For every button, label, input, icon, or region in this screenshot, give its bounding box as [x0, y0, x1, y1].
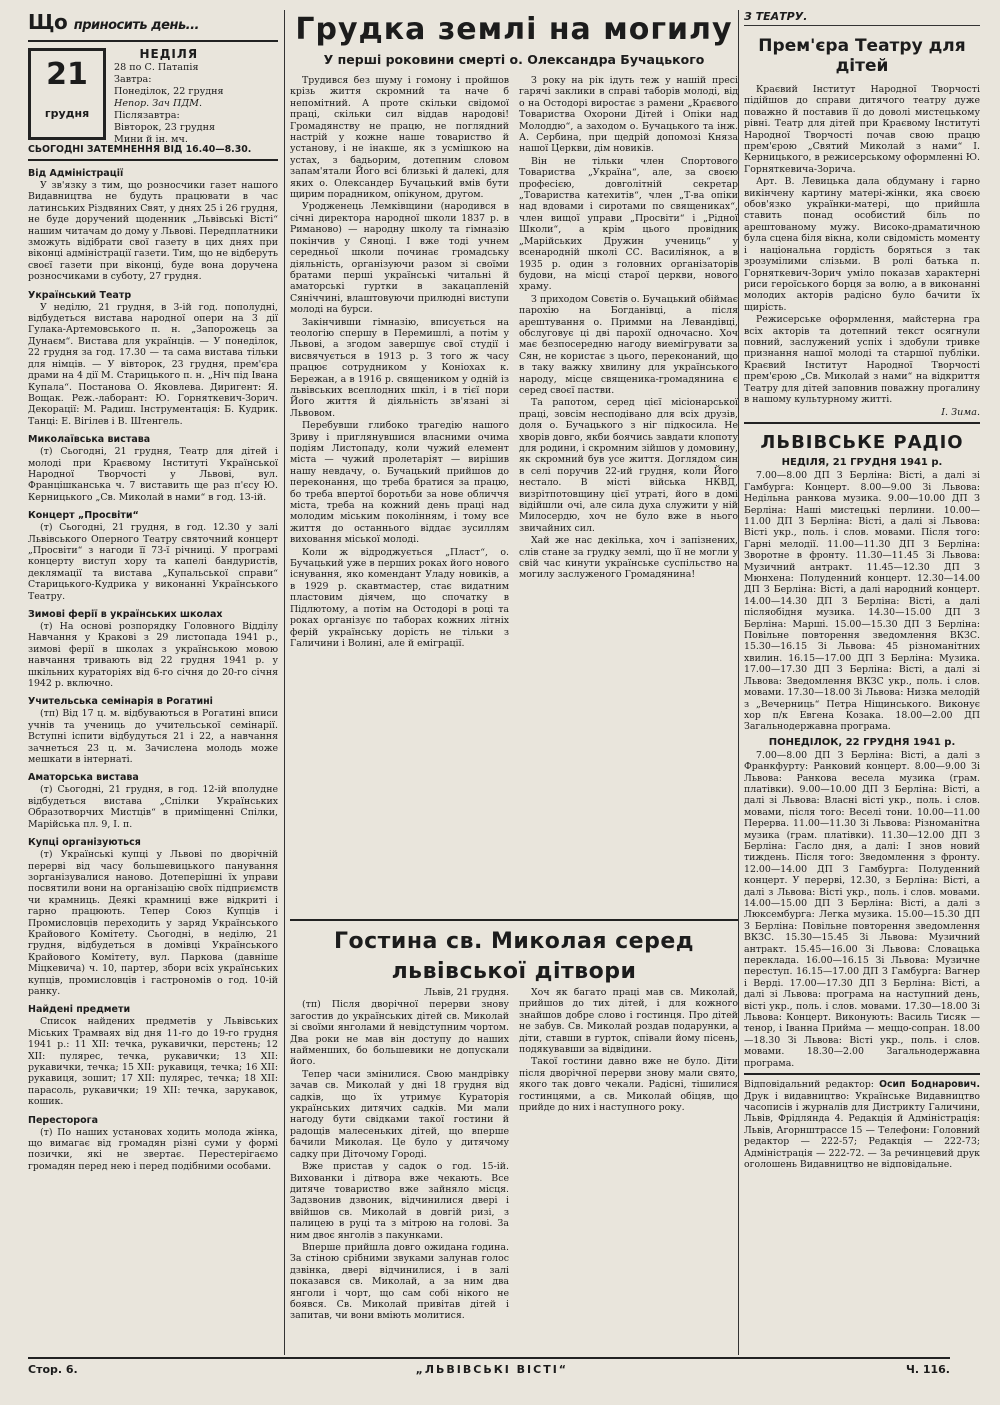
issue-number: Ч. 116.	[905, 1363, 950, 1376]
day-info-line: Завтра:	[114, 74, 152, 85]
day-info-line: Непор. Зач ПДМ.	[114, 98, 202, 109]
article-paragraph: Арт. В. Левицька дала обдуману і гарно викінчену картину матері-жінки, яка своєю обов'язко українки-матері, що прийшла ставить понад особистий біль по арештованому мужу. Високо-драматичною була сцена біля вікна, коли свідомість моменту і національна гордість боряться з так зрозумілими слізьми. В ролі батька п. Горняткевич-Зорич уміло показав характерні риси героїського борця за волю, а в виконанні молодих акторів радісно було бачити їх щирість.	[744, 176, 980, 313]
article-paragraph: Режисерське оформлення, майстерна гра всіх акторів та дотепний текст осягнули повний, заслужений успіх і здобули тривке признання нашої молоді та старшої публіки. Краєвий Інститут Народної Творчості прем'єрою „Св. Миколай з нами“ на відкриття Театру для дітей заповнив поважну прогалину в нашому культурному житті.	[744, 314, 980, 405]
article-column	[290, 987, 509, 1355]
article-paragraph: (тп) Після дворічної перерви знову загостив до українських дітей св. Миколай зі своїми янголами й невідступним чортом. Два роки не мав він доступу до наших найменших, бо большевики не допускали його.	[290, 999, 509, 1068]
section-title	[28, 10, 278, 42]
notice-text: (т) Сьогодні, 21 грудня, в год. 12.30 у залі Львівського Оперного Театру святочний концерт „Просвіти“ з нагоди її 73-ї річниці. У програмі концерту виступ хору та капелі бандуристів, деклямації та вистава „Купальської справи“ Старицького-Кудрика у виконанні Українського Театру.	[28, 522, 278, 602]
title-main: Що	[28, 10, 68, 34]
column-center	[290, 10, 738, 1355]
day-info-line: Мини й ін. мч.	[114, 134, 188, 145]
article-headline: Гостина св. Миколая серед львівської дітвори	[333, 929, 695, 984]
date-box	[28, 47, 278, 145]
radio-schedule: 7.00—8.00 ДП З Берліна: Вісті, а далі зі Гамбурга: Концерт. 8.00—9.00 Зі Львова: Недільна ранкова музика. 9.00—10.00 ДП З Берліна: Наші мистецькі перлини. 10.00—11.00 ДП З Берліна: Вісті, а далі зі Львова: Вісті укр., поль. і слов. мовами. Після того: Гарні мелодії. 11.00—11.30 ДП З Берліна: Зворотне в фронту. 11.30—11.45 Зі Львова: Музичний антракт. 11.45—12.30 ДП З Мюнхена: Полуденний концерт. 12.30—14.00 ДП З Берліна: Вісті, а далі народний концерт. 14.00—14.30 ДП З Берліна: Вісті, а далі післяобідня музика. 14.30—15.00 ДП З Берліна: Марші. 15.00—15.30 ДП З Берліна: Повільне повторення зведомлення ВКЗС. 15.30—16.15 Зі Львова: 45 різноманітних хвилин. 16.15—17.00 ДП З Берліна: Музика. 17.00—17.30 ДП З Берліна: Вісті, а далі зі Львова: Зведомлення ВКЗС укр., поль. і слов. мовами. 17.30—18.00 Зі Львова: Низка мелодій з „Вечерниць“ Петра Ніщинського. Виконує хор п/к Евгена Козака. 18.00—2.00 ДП Загальнодержавна програма.	[744, 470, 980, 733]
notice-text: У неділю, 21 грудня, в 3-ій год. пополудні, відбудеться вистава народної опери на 3 дії Гулака-Артемовського п. н. „Запорожець за Дунаєм“. Вистава для українців. — У понеділок, 22 грудня за год. 17.30 — та сама вистава тільки для німців. — У вівторок, 23 грудня, прем'єра драми на 4 дії М. Старицького п. н. „Ніч під Івана Купала“. Постанова О. Яковлева. Диригент: Я. Вощак. Реж.-лаборант: Ю. Горняткевич-Зорич. Декорації: М. Радиш. Інструментація: Б. Кудрик. Танці: Е. Вігілев і В. Штенгель.	[28, 301, 278, 427]
newspaper-page	[28, 10, 978, 1380]
notice-heading: Учительська семінарія в Рогатині	[28, 696, 213, 708]
article-paragraph: Хоч як багато праці мав св. Миколай, прийшов до тих дітей, і для кожного знайшов добре слово і гостинця. Про дітей не забув. Св. Миколай роздав подарунки, а діти, ставши в гурток, співали йому пісень, подякувавши за відвідини.	[519, 987, 738, 1056]
article-body	[290, 75, 738, 915]
notice-heading: Аматорська вистава	[28, 772, 139, 784]
article-column	[290, 75, 509, 915]
article-paragraph: Уродженець Лемківщини (народився в січні директора народної школи 1837 р. в Риманово) — народну школу та гімназію покінчив у Сяноці. І вже тоді учнем середньої школи починає громадську діяльність, організуючи разом зі своїми братами перші українські читальні й аматорські гуртки в закацапленій Сяніччині, влаштовуючи прилюдні виступи молоді на бурси.	[290, 201, 509, 316]
eclipse-notice: СЬОГОДНІ ЗАТЕМНЕННЯ ВІД 16.40—8.30.	[28, 144, 278, 161]
article-subheadline: У перші роковини смерті о. Олександра Бучацького	[323, 52, 705, 67]
imprint-editor: Осип Боднарович.	[879, 1079, 980, 1091]
article-paragraph: Хай же нас декілька, хоч і запізнених, слів стане за грудку землі, що її не могли у свій час кинути українське суспільство на могилу заслуженого Громадянина!	[519, 535, 738, 581]
day-name: НЕДІЛЯ	[139, 47, 199, 61]
divider	[744, 422, 980, 424]
article-headline: Прем'єра Театру для дітей	[758, 36, 966, 76]
page-footer	[28, 1357, 950, 1376]
notice-text: (т) По наших установах ходить молода жінка, що вимагає від громадян різні суми у формі позички, які не звертає. Перестерігаємо громадян перед нею і перед подібними особами.	[28, 1126, 278, 1172]
article-column	[519, 987, 738, 1355]
radio-heading: ЛЬВІВСЬКЕ РАДІО	[760, 432, 964, 454]
article-paragraph: Він не тільки член Спортового Товариства „Україна“, але, за своєю професією, довголітній секретар „Товариства катехитів“, член „Т-ва опіки над вдовами і сиротами по священиках“, член вищої управи „Просвіти“ і „Рідної Школи“, а крім цього провідник „Марійських Дружин учениць“ у всенародній школі СС. Василіянок, а в 1935 р. один з головних організаторів будови, на місці старої церкви, нового храму.	[519, 155, 738, 293]
divider	[744, 1073, 980, 1075]
radio-day-heading: ПОНЕДІЛОК, 22 ГРУДНЯ 1941 р.	[768, 736, 956, 748]
notice-text: (т) Сьогодні, 21 грудня, Театр для дітей і молоді при Краєвому Інституті Української Народної Творчості у Львові, вул. Францішканська ч. 7 виставить ще раз п'єсу Ю. Керницького „Св. Миколай в нами“ в год. 13-ій.	[28, 446, 278, 503]
notice-heading: Найдені предмети	[28, 1004, 131, 1016]
title-rest: приносить день...	[73, 18, 199, 33]
article-paragraph: Вперше прийшла довго ожидана година. За стіною срібними звуками залунав голос дзвінка, двері відчинилися, і в залі показався св. Миколай, а за ним два янголи і чорт, що сам собі нікого не боявся. Св. Миколай привітав дітей і запитав, чи вони вміють молитися.	[290, 1241, 509, 1322]
notice-heading: Концерт „Просвіти“	[28, 510, 139, 522]
imprint	[744, 1079, 980, 1170]
article-body	[290, 987, 738, 1355]
article-paragraph: З року на рік ідуть теж у нашій пресі гарячі заклики в справі таборів молоді, від о на Остодорі виростає з рамени „Краєвого Товариства Охорони Дітей і Опіки над Молоддю“, а заходом о. Бучацького та інж. А. Сербина, при щедрій допомозі Княза нашої Церкви, дім новиків.	[519, 75, 738, 155]
notice-text: Список найдених предметів у Львівських Міських Трамваях від дня 11-го до 19-го грудня 1941 р.: 11 XII: течка, рукавички, перстень; 12 XII: пуляреc, течка, рукавички; 13 XII: рукавички, течка; 15 XII: рукавиця, течка; 16 XII: рукавиця, зошит; 17 XII: пуляреc, течка; 18 XII: парасоль, рукавички; 19 XII: течка, зарукавок, кошик.	[28, 1016, 278, 1108]
date-info	[106, 47, 224, 145]
notice-heading: Від Адміністрації	[28, 168, 124, 179]
column-divider	[738, 10, 739, 1355]
divider	[290, 919, 738, 921]
notice-heading: Пересторога	[28, 1114, 99, 1126]
notice-heading: Зимові ферії в українських школах	[28, 609, 223, 620]
column-right	[744, 10, 980, 1355]
article-paragraph: Вже пристав у садок о год. 15-ій. Вихованки і дітвора вже чекають. Все дитяче товариство вже зайняло місця. Задзвонив дзвоник, відчинилися двері і ввійшов св. Миколай в довгій ризі, з палицею в руці та з мітрою на голові. За ним двоє янголів з пакунками.	[290, 1161, 509, 1241]
column-divider	[284, 10, 285, 1355]
article-paragraph: З приходом Совєтів о. Бучацький обіймає парохію на Богданівці, а після арештування о. Примми на Левандівці, обслуговує ці дві парохії одночасно. Хоч має безпосередню нагоду виемігрувати за Сян, не користає з цього, переконаний, що в таку важку хвилину для українського народу, місце священика-громадянина є серед своєї пастви.	[519, 293, 738, 396]
column-left	[28, 10, 278, 1355]
article-paragraph: Закінчивши гімназію, вписується на теологію спершу в Перемишлі, а потім у Львові, а згодом завершує свої студії і висвячується в 1913 р. З того ж часу працює сотрудником у Коніохах к. Бережан, а в 1916 р. священиком у одній із львівських всеплодних шкіл, і в тієї пори Його життя й діяльність зв'язані зі Львовом.	[290, 316, 509, 419]
section-kicker: З ТЕАТРУ.	[744, 10, 980, 26]
page-number: Стор. 6.	[28, 1363, 78, 1376]
article-paragraph: Перебувши глибоко трагедію нашого Зриву і приглянувшися власними очима подіям Листопаду, коли чужий елемент міста — чужий пролетаріят — вирішив нашу невдачу, о. Бучацький прийшов до переконання, що треба братися за працю, бо треба впертої боротьби за нове обличчя міста, треба на кожний день праці над молодим міським поколінням, і тому все життя до останнього віддає зусиллям виховання міської молоді.	[290, 420, 509, 546]
article-dateline: Львів, 21 грудня.	[424, 987, 509, 998]
notice-text: У зв'язку з тим, що розносчики газет нашого Видавництва не будуть працювати в час латинських Різдвяних Свят, у днях 25 і 26 грудня, не буде доручений щоденник „Львівські Вісті“ нашим читачам до дому у Львові. Передплатники зможуть відібрати свої газету в цих днях при віконці адміністрації газети. Тим, що не відберуть своєї газети при віконці, буде вона доручена розносчиками в суботу, 27 грудня.	[28, 180, 278, 283]
author-signature: І. Зима.	[941, 407, 980, 419]
notice-text: (т) Сьогодні, 21 грудня, в год. 12-ій вполудне відбудеться вистава „Спілки Українських Образотворчих Мистців“ в приміщенні Спілки, Марійська пл. 9, І. п.	[28, 784, 278, 830]
notice-text: (т) Українські купці у Львові по дворічній перерві від часу большевицького панування зорганізувалися наново. Дотеперішні їх управи посвятили вони на організацію своїх підприємств чи крамниць. Деякі крамниці вже відкриті і гарно працюють. Тепер Союз Купців і Промисловців переходить у заряд Українського Крайового Комітету. Сьогодні, в неділю, 21 грудня, відбудеться в домівці Українського Крайового Комітету, вул. Парковa (давніше Міцкевича) ч. 10, партер, збори всіх українських купців, промисловців і гастрономів о год. 10-ій ранку.	[28, 849, 278, 997]
notice-heading: Миколаївська вистава	[28, 434, 151, 446]
day-info-line: Післязавтра:	[114, 110, 180, 121]
radio-day-heading: НЕДІЛЯ, 21 ГРУДНЯ 1941 р.	[781, 457, 943, 469]
article-paragraph: Та рапотом, серед цієї місіонарської праці, зовсім несподівано для всіх друзів, доля о. Бучацького з ніг підкосила. Не хворів довго, якби боячись завдати клопоту для родини, і скромним зійшов у домовину, як скромний був усе життя. Доглядом син в селі поручив 22-ий грудня, коли Його нестало. В місті війська НКВД, визрітпотовщину цієї утраті, його в домі відійшли очі, але сила духа служити у ній Милосердю, хоч не було вже в нього звичайних сил.	[519, 397, 738, 534]
article-paragraph: Трудився без шуму і гомону і пройшов крізь життя скромний та наче б непомітний. А проте скільки свідомої праці, скільки сил віддав народові! Громадянству не працю, не поглядний настрій у кожне наше товариство й установу, і не інакше, як з усмішкою на устах, з бадьорим, дотепним словом запам'ятали Його всі близькі й далекі, для яких о. Олександер Бучацький вмів бути щирим порадником, опікуном, другом.	[290, 75, 509, 201]
article-column	[519, 75, 738, 915]
date-number: 21	[46, 57, 88, 92]
notice-text: (тп) Від 17 ц. м. відбуваються в Рогатині вписи учнів та учениць до учительської семінарії. Вступні іспити відбудуться 21 і 22, а навчання зачнеться 23 ц. м. Зачислена молодь може мешкати в інтернаті.	[28, 708, 278, 766]
day-info-line: 28 по С. Патапія	[114, 62, 199, 73]
article-paragraph: Тепер часи змінилися. Свою мандрівку зачав св. Миколай у дні 18 грудня від садків, що їх утримує Кураторія українських дитячих садків. Ми мали нагоду бути свідками такої гостини й радощів малесеньких дітей, що вперше бачили Миколая. Це було у дитячому садку при Діточому Городі.	[290, 1068, 509, 1160]
notice-heading: Купці організуються	[28, 837, 141, 849]
article-paragraph: Такої гостини давно вже не було. Діти після дворічної перерви знову мали свято, якого так довго чекали. Радісні, тішилися гостинцями, а св. Миколай обіцяв, що прийде до них і наступного року.	[519, 1056, 738, 1114]
date-card	[28, 48, 106, 140]
imprint-label: Відповідальний редактор:	[744, 1079, 874, 1091]
notice-text: (т) На основі розпорядку Головного Відділу Навчання у Кракові з 29 листопада 1941 р., зимові ферії в школах з українською мовою навчання тривають від 22 грудня 1941 р. у шкільних кураторіях від 6-го січня до 20-го січня 1942 р. включно.	[28, 621, 278, 690]
notice-heading: Український Театр	[28, 289, 132, 301]
article-paragraph: Коли ж відроджується „Пласт“, о. Бучацький уже в перших роках його нового існування, яко комендант Уладу новиків, а в 1929 р. скавтмастер, стає видатним пластовим діячем, що спочатку в Підлютому, а потім на Остодорі в році та роках організує по таборах кожних літніх ферій українську дорість не тільки з Галичини і Волині, але й еміграції.	[290, 546, 509, 649]
article-headline: Грудка землі на могилу	[295, 12, 733, 47]
newspaper-name: „ЛЬВІВСЬКІ ВІСТІ“	[415, 1363, 569, 1376]
day-info-line: Вівторок, 23 грудня	[114, 122, 216, 133]
article-paragraph: Краєвий Інститут Народної Творчості підійшов до справи дитячого театру дуже поважно й поставив її до доволі мистецькому рівні. Театр для дітей при Краєвому Інституті Народної Творчості почав свою працю прем'єрою „Святий Миколай з нами“ І. Керницького, в режисерському оформленні Ю. Горняткевича-Зорича.	[744, 84, 980, 175]
radio-schedule: 7.00—8.00 ДП З Берліна: Вісті, а далі з Франкфурту: Ранковий концерт. 8.00—9.00 Зі Львова: Ранкова весела музика (грам. платівки). 9.00—10.00 ДП З Берліна: Вісті, а далі зі Львова: Власні вісті укр., поль. і слов. мовами, після того: Веселі тони. 10.00—11.00 Перерва. 11.00—11.30 Зі Львова: Різноманітна музика (грам. платівки). 11.30—12.00 ДП З Берліна: Гасло дня, а далі: І знов новий тиждень. Після того: Зведомлення з фронту. 12.00—14.00 ДП З Гамбурга: Полуденний концерт. У перерві, 12.30, з Берліна: Вісті, а далі з Львова: Вісті укр., поль. і слов. мовами. 14.00—15.00 ДП З Берліна: Вісті, а далі з Люксембурга: Легка музика. 15.00—15.30 ДП З Берліна: Повільне повторення зведомлення ВКЗС. 15.30—15.45 Зі Львова: Музичний антракт. 15.45—16.00 Зі Львова: Словацька переклада. 16.00—16.15 Зі Львова: Музичне переступ. 16.15—17.00 ДП З Гамбурга: Вагнер і Верді. 17.00—17.30 ДП З Берліна: Вісті, а далі зі Львова: програма на наступний день, вісті укр., поль. і слов. мовами. 17.30—18.00 Зі Львова: Концерт. Виконують: Василь Тисяк — тенор, і Іванна Прийма — меццо-сопран. 18.00—18.30 Зі Львова: Вісті укр., поль. і слов. мовами. 18.30—2.00 Загальнодержавна програма.	[744, 749, 980, 1069]
date-month: грудня	[44, 107, 90, 120]
imprint-details: Друк і видавництво: Українське Видавництво часописів і журналів для Дистрикту Галичини, Львів, Фрідлянда 4. Редакція й Адміністрація: Львів, Агорнштрассе 15 — Телефони: Головний редактор — 222-57; Редакція — 222-73; Адміністрація — 222-72. — За речинцевий друк оголошень Видавництво не відповідальне.	[744, 1090, 980, 1170]
day-info-line: Понеділок, 22 грудня	[114, 86, 224, 97]
